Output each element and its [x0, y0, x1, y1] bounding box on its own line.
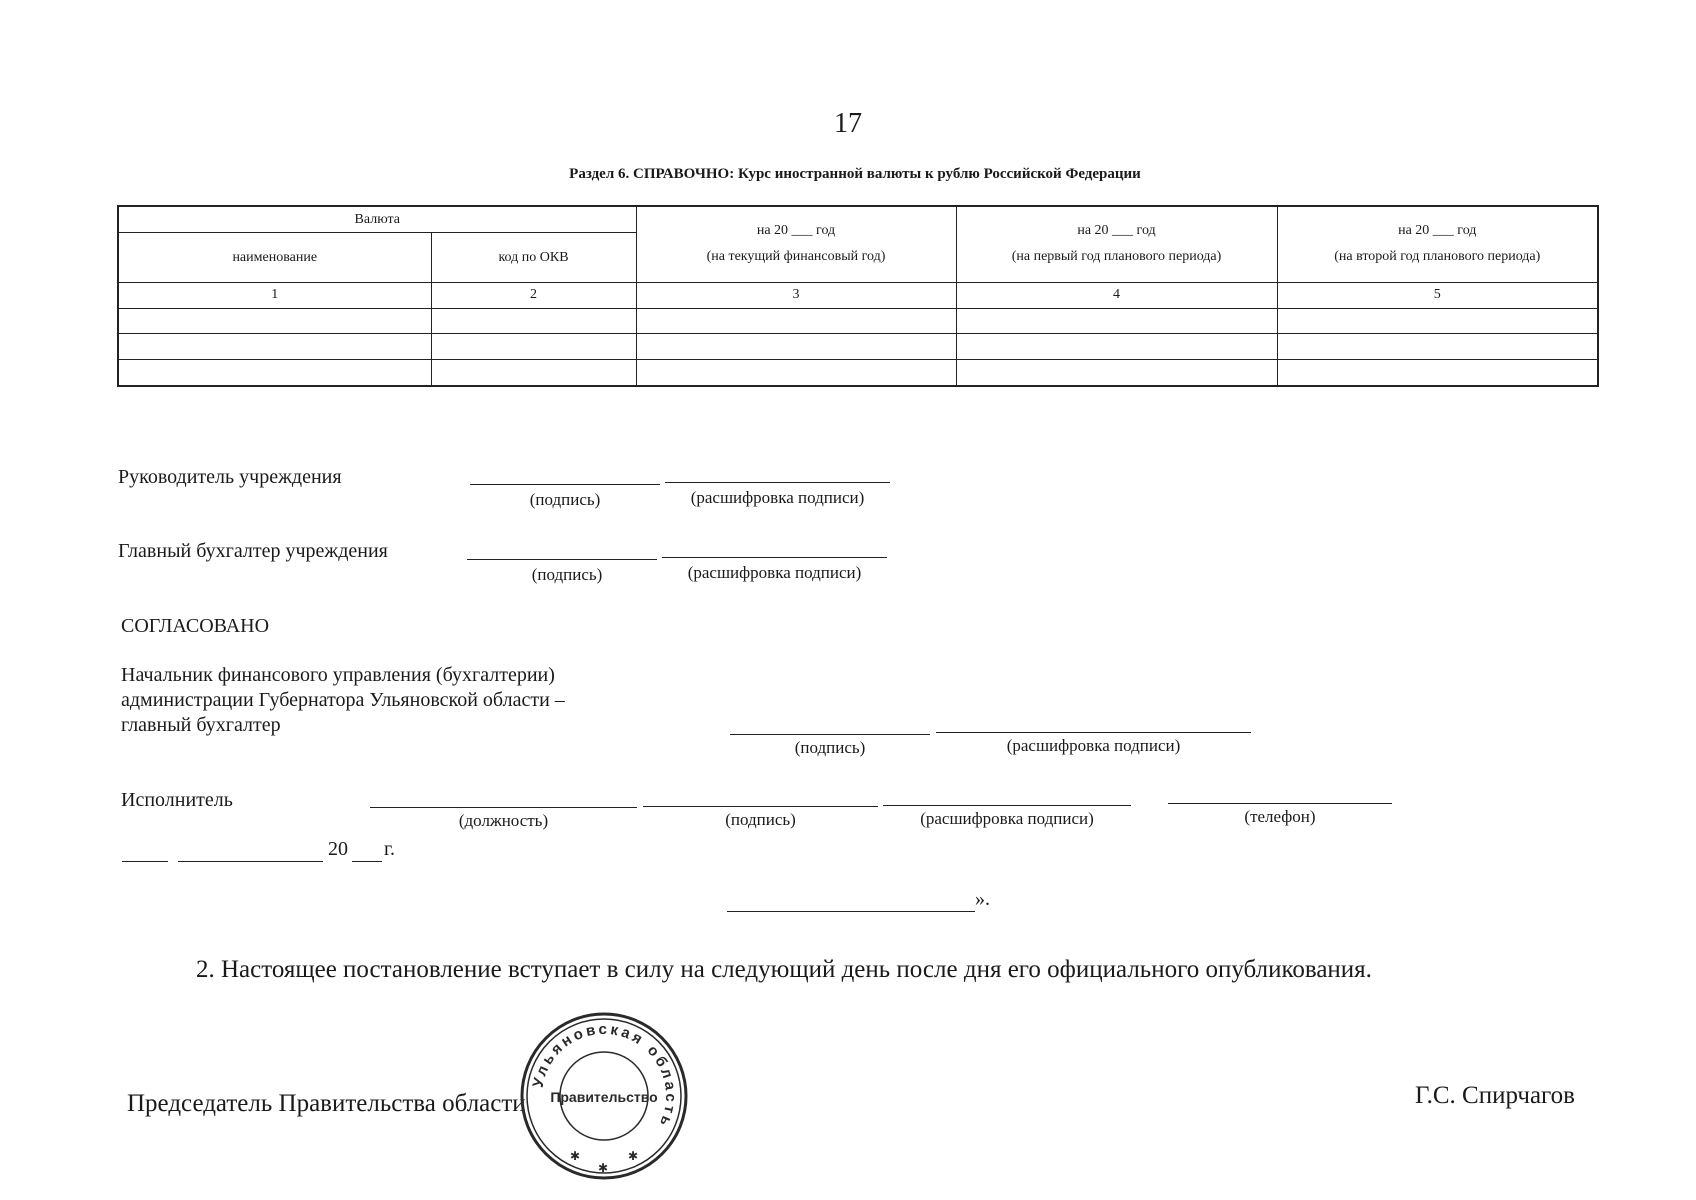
col-number-4: 4 — [956, 282, 1277, 308]
col5-header — [1277, 206, 1598, 282]
position-line — [370, 807, 637, 808]
date-year-line — [352, 861, 382, 862]
date-year-suffix: г. — [384, 838, 395, 860]
closing-quote: ». — [975, 888, 990, 910]
seal-star-icon: ✱ — [598, 1161, 609, 1175]
signature-line — [643, 806, 878, 807]
decoding-line — [883, 805, 1131, 806]
seal-center-text: Правительство — [550, 1089, 658, 1105]
currency-header: Валюта — [118, 206, 636, 233]
official-seal — [518, 1010, 690, 1182]
col5-year: на 20 ___ год — [1398, 223, 1477, 239]
signature-line — [936, 732, 1251, 733]
col3-caption: (на текущий финансовый год) — [706, 249, 886, 265]
date-month-line — [178, 861, 323, 862]
col-code-header: код по ОКВ — [431, 233, 636, 283]
closing-line — [727, 911, 975, 912]
executor-label: Исполнитель — [121, 789, 233, 811]
col-number-3: 3 — [636, 282, 956, 308]
seal-ring-text: Ульяновская область — [529, 1020, 680, 1132]
col-number-5: 5 — [1277, 282, 1598, 308]
svg-text:Ульяновская область — [530, 1021, 680, 1131]
position-caption: (должность) — [458, 811, 549, 830]
agreed-heading: СОГЛАСОВАНО — [121, 615, 270, 637]
fin-head-line2: администрации Губернатора Ульяновской области – — [121, 689, 565, 711]
col-number-2: 2 — [431, 282, 636, 308]
table-row — [118, 308, 1598, 334]
signature-line — [730, 734, 930, 735]
col4-caption: (на первый год планового периода) — [1011, 249, 1222, 265]
col3-year: на 20 ___ год — [756, 223, 836, 239]
clause-2: 2. Настоящее постановление вступает в силу на следующий день после дня его официального опубликования. — [196, 956, 1372, 983]
date-year-prefix: 20 — [328, 838, 348, 860]
decoding-caption: (расшифровка подписи) — [690, 488, 865, 507]
phone-caption: (телефон) — [1244, 807, 1316, 826]
page-number: 17 — [834, 108, 862, 139]
signature-caption: (подпись) — [725, 810, 796, 829]
decoding-caption: (расшифровка подписи) — [920, 809, 1094, 828]
currency-rate-table — [117, 205, 1599, 387]
table-row — [118, 334, 1598, 360]
decoding-caption: (расшифровка подписи) — [687, 563, 862, 582]
chairman-title: Председатель Правительства области — [127, 1090, 526, 1117]
col4-header — [956, 206, 1277, 282]
seal-star-icon: ✱ — [570, 1149, 581, 1163]
col-name-header: наименование — [118, 233, 431, 283]
signature-line — [467, 559, 657, 560]
date-day-line — [122, 861, 168, 862]
signature-caption: (подпись) — [794, 738, 866, 757]
fin-head-line1: Начальник финансового управления (бухгалтерии) — [121, 664, 555, 686]
signature-line — [470, 484, 660, 485]
signature-caption: (подпись) — [531, 565, 603, 584]
col3-header — [636, 206, 956, 282]
signature-line — [665, 482, 890, 483]
table-row — [118, 360, 1598, 386]
signature-caption: (подпись) — [529, 490, 601, 509]
fin-head-line3: главный бухгалтер — [121, 714, 281, 736]
seal-star-icon: ✱ — [628, 1149, 639, 1163]
col-number-1: 1 — [118, 282, 431, 308]
decoding-caption: (расшифровка подписи) — [1006, 736, 1181, 755]
col4-year: на 20 ___ год — [1077, 223, 1156, 239]
section-title: Раздел 6. СПРАВОЧНО: Курс иностранной валюты к рублю Российской Федерации — [569, 166, 1141, 182]
phone-line — [1168, 803, 1392, 804]
head-label: Руководитель учреждения — [118, 466, 342, 488]
accountant-label: Главный бухгалтер учреждения — [118, 540, 388, 562]
signature-line — [662, 557, 887, 558]
col5-caption: (на второй год планового периода) — [1334, 249, 1541, 265]
chairman-name: Г.С. Спирчагов — [1415, 1082, 1575, 1109]
